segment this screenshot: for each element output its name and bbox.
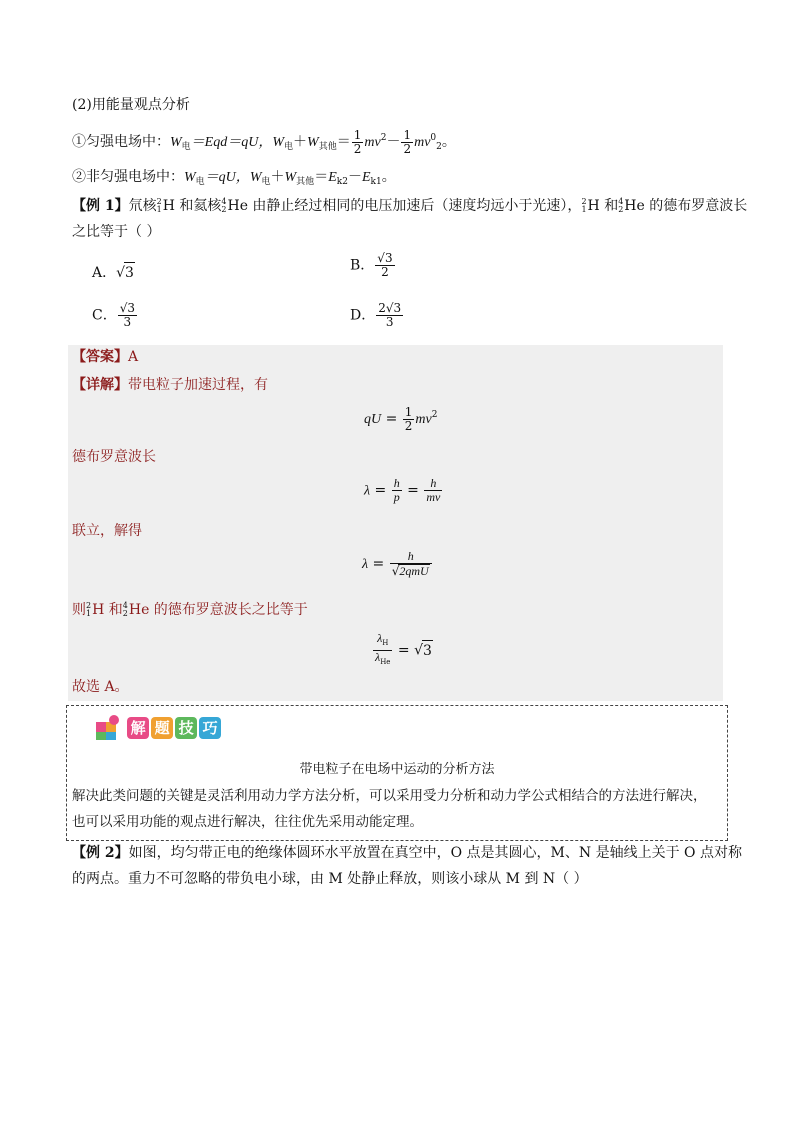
ratio-equation: $\frac{\lambda_H}{\lambda_{He}}$ = √3 <box>375 631 432 666</box>
wavelength-equation: λ = $\frac{h}{p}$ = $\frac{h}{mv}$ <box>364 476 441 504</box>
answer-line: 【答案】A <box>72 349 139 365</box>
debroglie-label: 德布罗意波长 <box>72 449 156 465</box>
tip-badge <box>94 714 223 742</box>
tip-badge-char-2: 题 <box>151 717 173 739</box>
tip-title: 带电粒子在电场中运动的分析方法 <box>299 762 495 777</box>
example1-question-line1: 【例 1】氘核2 1H 和氦核4 2He 由静止经过相同的电压加速后（速度均远小于光速），2 1H 和4 2He 的德布罗意波长 <box>72 197 748 214</box>
example2-line2: 的两点。重力不可忽略的带负电小球，由 M 处静止释放，则该小球从 M 到 N（ ） <box>72 871 588 887</box>
example2-label: 【例 2】 <box>72 845 129 861</box>
section-heading: (2)用能量观点分析 <box>72 97 190 113</box>
option-b[interactable]: B． $\frac{√3}{2}$ <box>350 251 393 279</box>
tip-body-line1: 解决此类问题的关键是灵活利用动力学方法分析，可以采用受力分析和动力学公式相结合的方法进行解决， <box>72 788 707 804</box>
conclusion: 故选 A。 <box>72 679 129 695</box>
tip-badge-char-3: 技 <box>175 717 197 739</box>
combine-label: 联立，解得 <box>72 523 142 539</box>
tip-badge-char-1: 解 <box>127 717 149 739</box>
option-a[interactable]: A．√3 <box>92 262 135 283</box>
option-d[interactable]: D． $\frac{2√3}{3}$ <box>350 301 402 329</box>
example2-line1: 【例 2】如图，均匀带正电的绝缘体圆环水平放置在真空中，O 点是其圆心，M、N 是轴线上关于 O 点对称 <box>72 845 742 861</box>
ratio-label: 则2 1H 和4 2He 的德布罗意波长之比等于 <box>72 601 308 618</box>
solved-wavelength-equation: λ = $\frac{h}{\text{√2qmU}}$ <box>362 550 433 578</box>
nonuniform-field-formula: ②非匀强电场中：$W_电=qU$，$W_电+W_{其他}=E_{k2}-E_{k1}$。 <box>72 169 396 187</box>
tip-body-line2: 也可以采用功能的观点进行解决，往往优先采用动能定理。 <box>72 814 423 830</box>
puzzle-icon <box>94 714 122 742</box>
example1-question-line2: 之比等于（ ） <box>72 224 161 240</box>
uniform-prefix: ①匀强电场中： <box>72 134 170 150</box>
example1-label: 【例 1】 <box>72 198 129 214</box>
tip-badge-char-4: 巧 <box>199 717 221 739</box>
detail-line: 【详解】带电粒子加速过程，有 <box>72 377 268 393</box>
energy-equation: qU = $\frac{1}{2}$ $mv^2$ <box>364 404 438 433</box>
uniform-field-formula: ①匀强电场中：$W_电=Eqd=qU$，$W_电+W_{其他}=$ $\frac{1}{2}$ $mv^2-$ $\frac{1}{2}$ $mv^0_2$。 <box>72 127 456 156</box>
option-c[interactable]: C． $\frac{√3}{3}$ <box>92 301 136 329</box>
